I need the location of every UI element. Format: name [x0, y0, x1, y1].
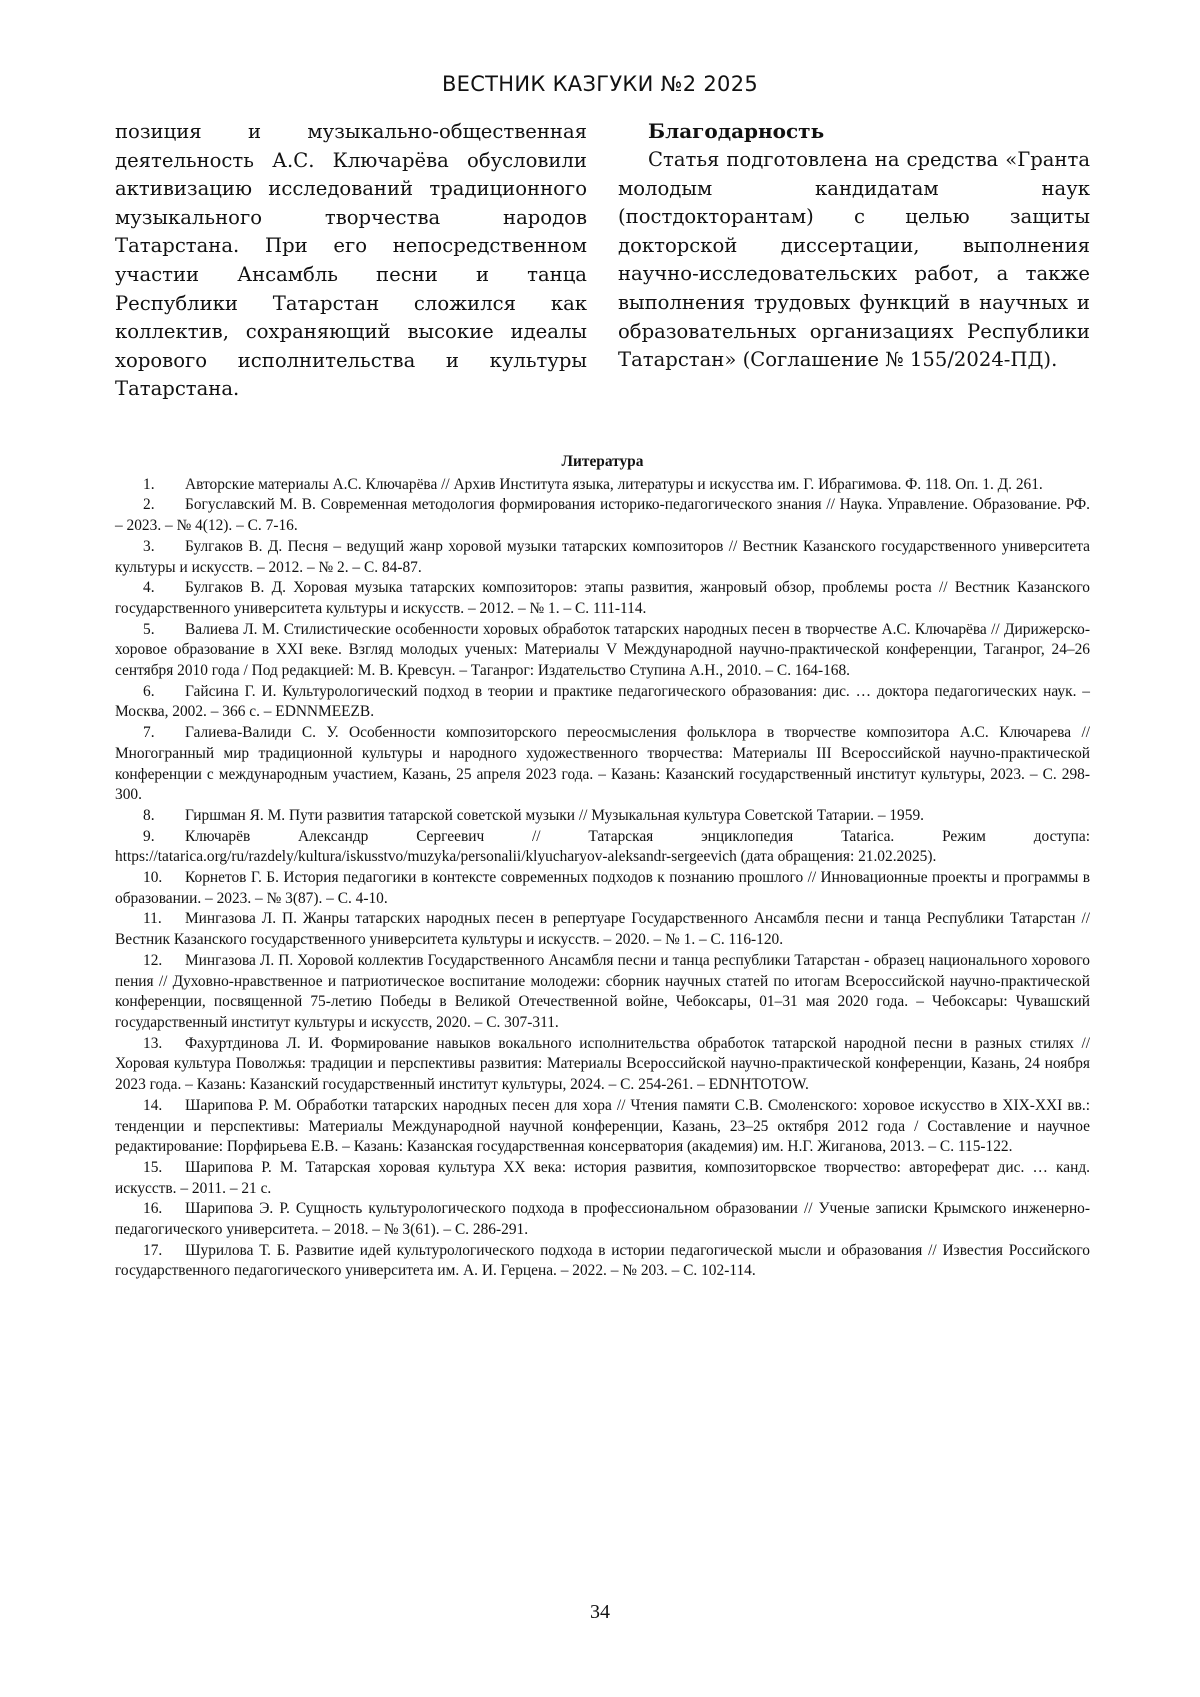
reference-number: 14. [143, 1096, 163, 1114]
reference-item [115, 1158, 1090, 1199]
reference-text: Мингазова Л. П. Жанры татарских народных песен в репертуаре Государственного Ансамбля песни и танца Республики Татарстан // Вестник Казанского государственного университета культуры и искусств. – 2020. – № 1. – С. 116-120. [115, 910, 1090, 949]
acknowledgment-section [618, 118, 1090, 375]
reference-text: Шарипова Р. М. Татарская хоровая культура XX века: история развития, композиторвское творчество: автореферат дис. … канд. искусств. – 2011. – 21 с. [115, 1158, 1090, 1197]
reference-text: Корнетов Г. Б. История педагогики в контексте современных подходов к познанию прошлого // Инновационные проекты и программы в образовании. – 2023. – № 3(87). – С. 4-10. [115, 869, 1090, 907]
reference-item [115, 951, 1090, 1034]
reference-item [115, 723, 1090, 806]
reference-text: Булгаков В. Д. Песня – ведущий жанр хоровой музыки татарских композиторов // Вестник Казанского государственного университета культуры и искусств. – 2012. – № 2. – С. 84-87. [115, 537, 1090, 576]
reference-text: Ключарёв Александр Сергеевич // Татарская энциклопедия Tatarica. Режим доступа: https://tatarica.org/ru/razdely/kultura/iskusstvo/muzyka/personalii/klyucharyov-aleksandr-sergeevich (дата обращения: 21.02.2025). [115, 827, 1090, 866]
acknowledgment-text: Статья подготовлена на средства «Гранта молодым кандидатам наук (постдокторантам) с целью защиты докторской диссертации, выполнения научно-исследовательских работ, а также выполнения трудовых функций в научных и образовательных организациях Республики Татарстан» (Соглашение № 155/2024-ПД). [618, 148, 1090, 372]
reference-number: 16. [143, 1200, 163, 1218]
reference-number: 17. [143, 1241, 163, 1259]
reference-item [115, 827, 1090, 868]
reference-item [115, 537, 1090, 578]
reference-number: 5. [143, 620, 155, 638]
reference-number: 6. [143, 682, 155, 700]
reference-item [115, 1241, 1090, 1282]
reference-number: 2. [143, 496, 155, 514]
reference-item [115, 578, 1090, 619]
reference-text: Булгаков В. Д. Хоровая музыка татарских композиторов: этапы развития, жанровый обзор, проблемы роста // Вестник Казанского государственного университета культуры и искусств. – 2012. – № 1. – С. 111-114. [115, 579, 1090, 617]
reference-text: Шарипова Р. М. Обработки татарских народных песен для хора // Чтения памяти С.В. Смоленского: хоровое искусство в XIX-XXI вв.: тенденции и перспективы: Материалы Международной научной конференции, Казань, 23–25 октября 2012 года / Составление и научное редактирование: Порфирьева Е.В. – Казань: Казанская государственная консерватория (академия) им. Н.Г. Жиганова, 2013. – С. 115-122. [115, 1096, 1090, 1156]
reference-number: 3. [143, 537, 155, 555]
reference-item [115, 1096, 1090, 1158]
reference-text: Мингазова Л. П. Хоровой коллектив Государственного Ансамбля песни и танца республики Татарстан - образец национального хорового пения // Духовно-нравственное и патриотическое воспитание молодежи: сборник научных статей по итогам Всероссийской научно-практической конференции, посвященной 75-летию Победы в Великой Отечественной войне, Чебоксары, 01–31 мая 2020 года. – Чебоксары: Чувашский государственный институт культуры и искусств, 2020. – С. 307-311. [115, 951, 1090, 1031]
reference-item [115, 909, 1090, 950]
running-header: ВЕСТНИК КАЗГУКИ №2 2025 [441, 72, 759, 96]
reference-text: Гайсина Г. И. Культурологический подход в теории и практике педагогического образования: дис. … доктора педагогических наук. – Москва, 2002. – 366 с. – EDNNMEEZB. [115, 682, 1090, 721]
reference-number: 4. [143, 579, 155, 597]
reference-text: Фахуртдинова Л. И. Формирование навыков вокального исполнительства обработок татарской народной песни в разных стилях // Хоровая культура Поволжья: традиции и перспективы развития: Материалы Всероссийской научно-практической конференции, Казань, 24 ноября 2023 года. – Казань: Казанский государственный институт культуры, 2024. – С. 254-261. – EDNHTOTOW. [115, 1034, 1090, 1094]
reference-number: 9. [143, 827, 155, 845]
reference-item [115, 495, 1090, 536]
reference-number: 15. [143, 1158, 163, 1176]
page-number: 34 [590, 1601, 610, 1623]
reference-item [115, 620, 1090, 682]
reference-text: Богуславский М. В. Современная методология формирования историко-педагогического знания // Наука. Управление. Образование. РФ. – 2023. – № 4(12). – С. 7-16. [115, 496, 1090, 535]
references-section [115, 452, 1090, 1282]
reference-text: Шурилова Т. Б. Развитие идей культурологического подхода в истории педагогической мысли и образования // Известия Российского государственного педагогического университета им. А. И. Герцена. – 2022. – № 203. – С. 102-114. [115, 1241, 1090, 1280]
reference-number: 11. [143, 910, 162, 928]
reference-list [115, 475, 1090, 1282]
reference-number: 8. [143, 806, 155, 824]
reference-item [115, 682, 1090, 723]
reference-text: Шарипова Э. Р. Сущность культурологического подхода в профессиональном образовании // Ученые записки Крымского инженерно-педагогического университета. – 2018. – № 3(61). – С. 286-291. [115, 1200, 1090, 1239]
reference-text: Гиршман Я. М. Пути развития татарской советской музыки // Музыкальная культура Советской Татарии. – 1959. [185, 806, 924, 824]
reference-text: Авторские материалы А.С. Ключарёва // Архив Института языка, литературы и искусства им. Г. Ибрагимова. Ф. 118. Оп. 1. Д. 261. [185, 475, 1043, 493]
reference-text: Галиева-Валиди С. У. Особенности композиторского переосмысления фольклора в творчестве композитора А.С. Ключарева // Многогранный мир традиционной культуры и народного художественного творчества: Материалы III Всероссийской научно-практической конференции с международным участием, Казань, 25 апреля 2023 года. – Казань: Казанский государственный институт культуры, 2023. – С. 298-300. [115, 724, 1090, 804]
references-heading: Литература [561, 453, 644, 470]
reference-item [115, 1034, 1090, 1096]
reference-number: 12. [143, 951, 163, 969]
conclusion-paragraph: позиция и музыкально-общественная деятельность А.С. Ключарёва обусловили активизацию исследований традиционного музыкального творчества народов Татарстана. При его непосредственном участии Ансамбль песни и танца Республики Татарстан сложился как коллектив, сохраняющий высокие идеалы хорового исполнительства и культуры Татарстана. [115, 120, 587, 401]
reference-number: 1. [143, 475, 155, 493]
reference-number: 13. [143, 1034, 163, 1052]
acknowledgment-heading: Благодарность [648, 119, 825, 143]
reference-item [115, 475, 1090, 496]
reference-item [115, 868, 1090, 909]
reference-item [115, 1199, 1090, 1240]
reference-item [115, 806, 1090, 827]
reference-number: 10. [143, 869, 163, 887]
article-conclusion [115, 118, 587, 404]
reference-text: Валиева Л. М. Стилистические особенности хоровых обработок татарских народных песен в творчестве А.С. Ключарёва // Дирижерско-хоровое образование в XXI веке. Взгляд молодых ученых: Материалы V Международной научно-практической конференции, Таганрог, 24–26 сентября 2010 года / Под редакцией: М. В. Кревсун. – Таганрог: Издательство Ступина А.Н., 2010. – С. 164-168. [115, 620, 1090, 680]
reference-number: 7. [143, 724, 155, 742]
